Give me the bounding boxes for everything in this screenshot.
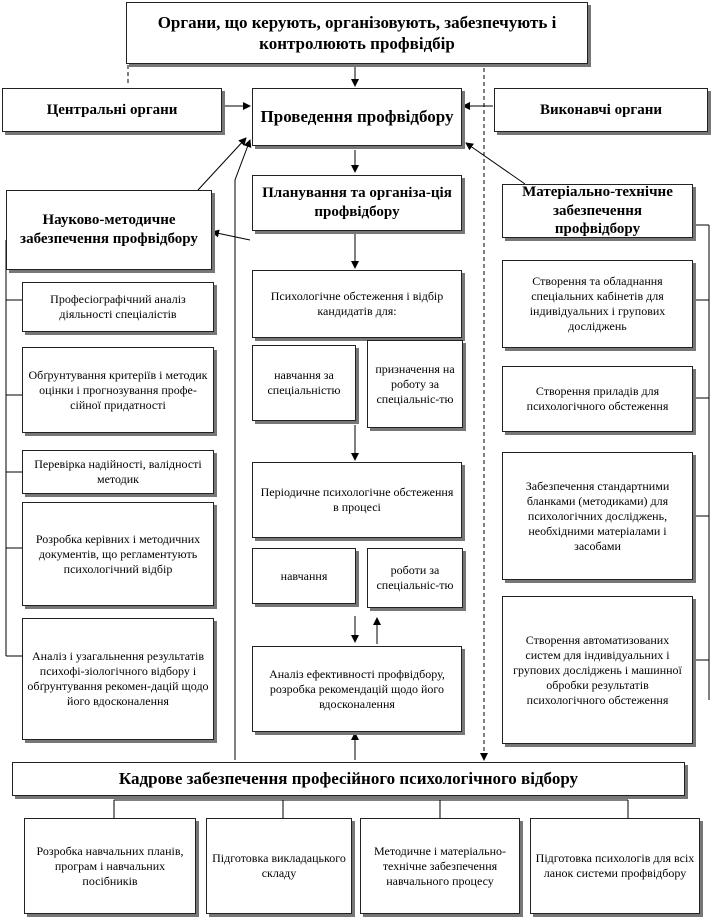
staff-title: Кадрове забезпечення професійного психологічного відбору: [12, 762, 685, 796]
material-item-1: Створення та обладнання спеціальних кабінетів для індивідуальних і групових досліджень: [502, 260, 693, 348]
central-box: Центральні органи: [2, 88, 222, 132]
science-item-3: Перевірка надійності, валідності методик: [22, 450, 214, 494]
staff-item-1: Розробка навчальних планів, програм і навчальних посібників: [24, 818, 196, 914]
planning-box: Планування та організа-ція профвідбору: [252, 175, 462, 231]
staff-item-3: Методичне і матеріально-технічне забезпечення навчального процесу: [360, 818, 520, 914]
science-item-5: Аналіз і узагальнення результатів психофі-зіологічного відбору і обґрунтування рекомен-дацій щодо його вдосконалення: [22, 618, 214, 740]
arrow-material-conduct: [466, 143, 525, 184]
conduct-box: Проведення профвідбору: [252, 88, 462, 146]
periodic-box: Періодичне психологічне обстеження в процесі: [252, 462, 462, 538]
material-item-4: Створення автоматизованих систем для індивідуальних і групових досліджень і машинної обробки результатів психологічного обстеження: [502, 596, 693, 744]
exam-box: Психологічне обстеження і відбір кандидатів для:: [252, 270, 462, 338]
science-item-1: Професіографічний аналіз діяльності спеціалістів: [22, 282, 214, 332]
material-item-2: Створення приладів для психологічного обстеження: [502, 366, 693, 432]
material-title: Матеріально-технічне забезпечення профвідбору: [502, 184, 693, 238]
science-item-4: Розробка керівних і методичних документів, що регламентують психологічний відбір: [22, 502, 214, 606]
staff-item-2: Підготовка викладацького складу: [206, 818, 352, 914]
material-item-3: Забезпечення стандартними бланками (методиками) для психологічних досліджень, необхідними матеріалами і засобами: [502, 452, 693, 580]
line-staff-to-conduct-left: [235, 140, 250, 760]
arrow-planning-science: [212, 232, 250, 240]
appoint-box: призначення на роботу за спеціальніс-тю: [367, 340, 463, 428]
top-box: Органи, що керують, організовують, забезпечують і контролюють профвідбір: [126, 2, 588, 64]
science-item-2: Обґрунтування критеріїв і методик оцінки і прогнозування профе-сійної придатності: [22, 347, 214, 433]
work-box: роботи за спеціальніс-тю: [367, 548, 463, 608]
executive-box: Виконавчі органи: [494, 88, 708, 132]
staff-item-4: Підготовка психологів для всіх ланок системи профвідбору: [530, 818, 700, 914]
analysis-box: Аналіз ефективності профвідбору, розробка рекомендацій щодо його вдосконалення: [252, 646, 462, 732]
science-title: Науково-методичне забезпечення профвідбору: [6, 190, 212, 270]
learning-box: навчання: [252, 548, 356, 604]
arrow-science-conduct: [198, 138, 246, 190]
training-box: навчання за спеціальністю: [252, 345, 356, 421]
